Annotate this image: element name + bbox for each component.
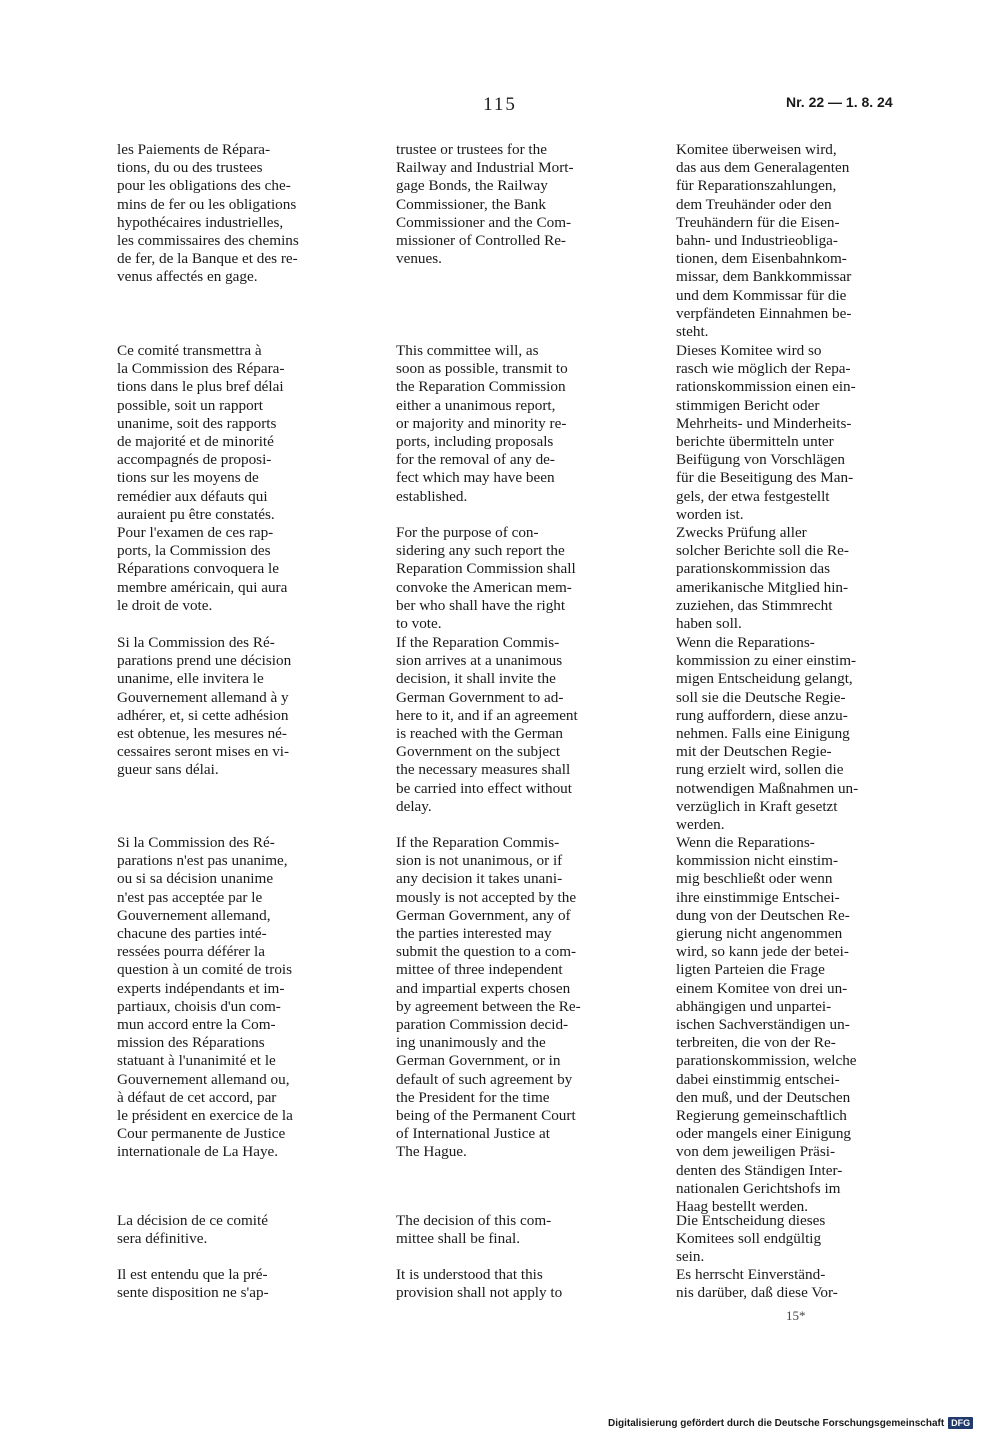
french-paragraph: Il est entendu que la pré- sente disposition ne s'ap-	[117, 1266, 269, 1302]
french-paragraph: Si la Commission des Ré- parations prend une décision unanime, elle invitera le Gouvernement allemand à y adhérer, et, si cette adhésion est obtenue, les mesures né- cessaires seront mises en vi- gueur sans délai.	[117, 634, 292, 779]
german-paragraph: Die Entscheidung dieses Komitees soll endgültig sein.	[676, 1212, 826, 1266]
german-paragraph: Dieses Komitee wird so rasch wie möglich der Repa- rationskommission einen ein- stimmigen Bericht oder Mehrheits- und Minderheits- berichte übermitteln unter Beifügung von Vorschlägen für die Beseitigung des Man- gels, der etwa festgestellt worden ist.	[676, 342, 856, 523]
english-paragraph: It is understood that this provision shall not apply to	[396, 1266, 563, 1302]
footer-text: Digitalisierung gefördert durch die Deutsche Forschungsgemeinschaft	[608, 1417, 945, 1429]
english-paragraph: trustee or trustees for the Railway and Industrial Mort- gage Bonds, the Railway Commissioner, the Bank Commissioner and the Com- missioner of Controlled Re- venues.	[396, 141, 574, 268]
english-paragraph: This committee will, as soon as possible, transmit to the Reparation Commission either a unanimous report, or majority and minority re- ports, including proposals for the removal of any de- fect which may have been established.	[396, 342, 568, 505]
english-paragraph: If the Reparation Commis- sion is not unanimous, or if any decision it takes unani- mously is not accepted by the German Government, any of the parties interested may submit the question to a com- mittee of three independent and impartial experts chosen by agreement between the Re- paration Commission decid- ing unanimously and the German Government, or in default of such agreement by the President for the time being of the Permanent Court of International Justice at The Hague.	[396, 834, 581, 1161]
page-number: 115	[483, 94, 517, 115]
german-paragraph: Zwecks Prüfung aller solcher Berichte soll die Re- parationskommission das amerikanische Mitglied hin- zuziehen, das Stimmrecht haben soll.	[676, 524, 849, 633]
german-paragraph: Wenn die Reparations- kommission nicht einstim- mig beschließt oder wenn ihre einstimmige Entschei- dung von der Deutschen Re- gierung nicht angenommen wird, so kann jede der betei- ligten Parteien die Frage einem Komitee von drei un- abhängigen und unpartei- ischen Sachverständigen un- terbreiten, die von der Re- parationskommission, welche dabei einstimmig entschei- den muß, und der Deutschen Regierung gemeinschaftlich oder mangels einer Einigung von dem jeweiligen Präsi- denten des Ständigen Inter- nationalen Gerichtshofs im Haag bestellt werden.	[676, 834, 857, 1216]
german-paragraph: Komitee überweisen wird, das aus dem Generalagenten für Reparationszahlungen, dem Treuhänder oder den Treuhändern für die Eisen- bahn- und Industrieobliga- tionen, dem Eisenbahnkom- missar, dem Bankkommissar und dem Kommissar für die verpfändeten Einnahmen be- steht.	[676, 141, 852, 341]
dfg-logo: DFG	[948, 1417, 973, 1429]
french-paragraph: les Paiements de Répara- tions, du ou des trustees pour les obligations des che- mins de fer ou les obligations hypothécaires industrielles, les commissaires des chemins de fer, de la Banque et des re- venus affectés en gage.	[117, 141, 299, 286]
french-paragraph: Ce comité transmettra à la Commission des Répara- tions dans le plus bref délai possible, soit un rapport unanime, soit des rapports de majorité et de minorité accompagnés de proposi- tions sur les moyens de remédier aux défauts qui auraient pu être constatés.	[117, 342, 285, 523]
german-paragraph: Wenn die Reparations- kommission zu einer einstim- migen Entscheidung gelangt, soll sie die Deutsche Regie- rung auffordern, diese anzu- nehmen. Falls eine Einigung mit der Deutschen Regie- rung erzielt wird, sollen die notwendigen Maßnahmen un- verzüglich in Kraft gesetzt werden.	[676, 634, 859, 834]
french-paragraph: Pour l'examen de ces rap- ports, la Commission des Réparations convoquera le membre américain, qui aura le droit de vote.	[117, 524, 288, 614]
german-paragraph: Es herrscht Einverständ- nis darüber, daß diese Vor-	[676, 1266, 838, 1302]
footer	[608, 1417, 973, 1429]
french-paragraph: La décision de ce comité sera définitive.	[117, 1212, 268, 1248]
french-paragraph: Si la Commission des Ré- parations n'est pas unanime, ou si sa décision unanime n'est pas acceptée par le Gouvernement allemand, chacune des parties inté- ressées pourra déférer la question à un comité de trois experts indépendants et im- partiaux, choisis d'un com- mun accord entre la Com- mission des Réparations statuant à l'unanimité et le Gouvernement allemand ou, à défaut de cet accord, par le président en exercice de la Cour permanente de Justice internationale de La Haye.	[117, 834, 293, 1161]
english-paragraph: The decision of this com- mittee shall be final.	[396, 1212, 552, 1248]
issue-date: Nr. 22 — 1. 8. 24	[786, 94, 893, 110]
english-paragraph: If the Reparation Commis- sion arrives at a unanimous decision, it shall invite the German Government to ad- here to it, and if an agreement is reached with the German Government on the subject the necessary measures shall be carried into effect without delay.	[396, 634, 578, 815]
english-paragraph: For the purpose of con- sidering any such report the Reparation Commission shall convoke the American mem- ber who shall have the right to vote.	[396, 524, 576, 633]
signature-mark: 15*	[786, 1308, 806, 1323]
